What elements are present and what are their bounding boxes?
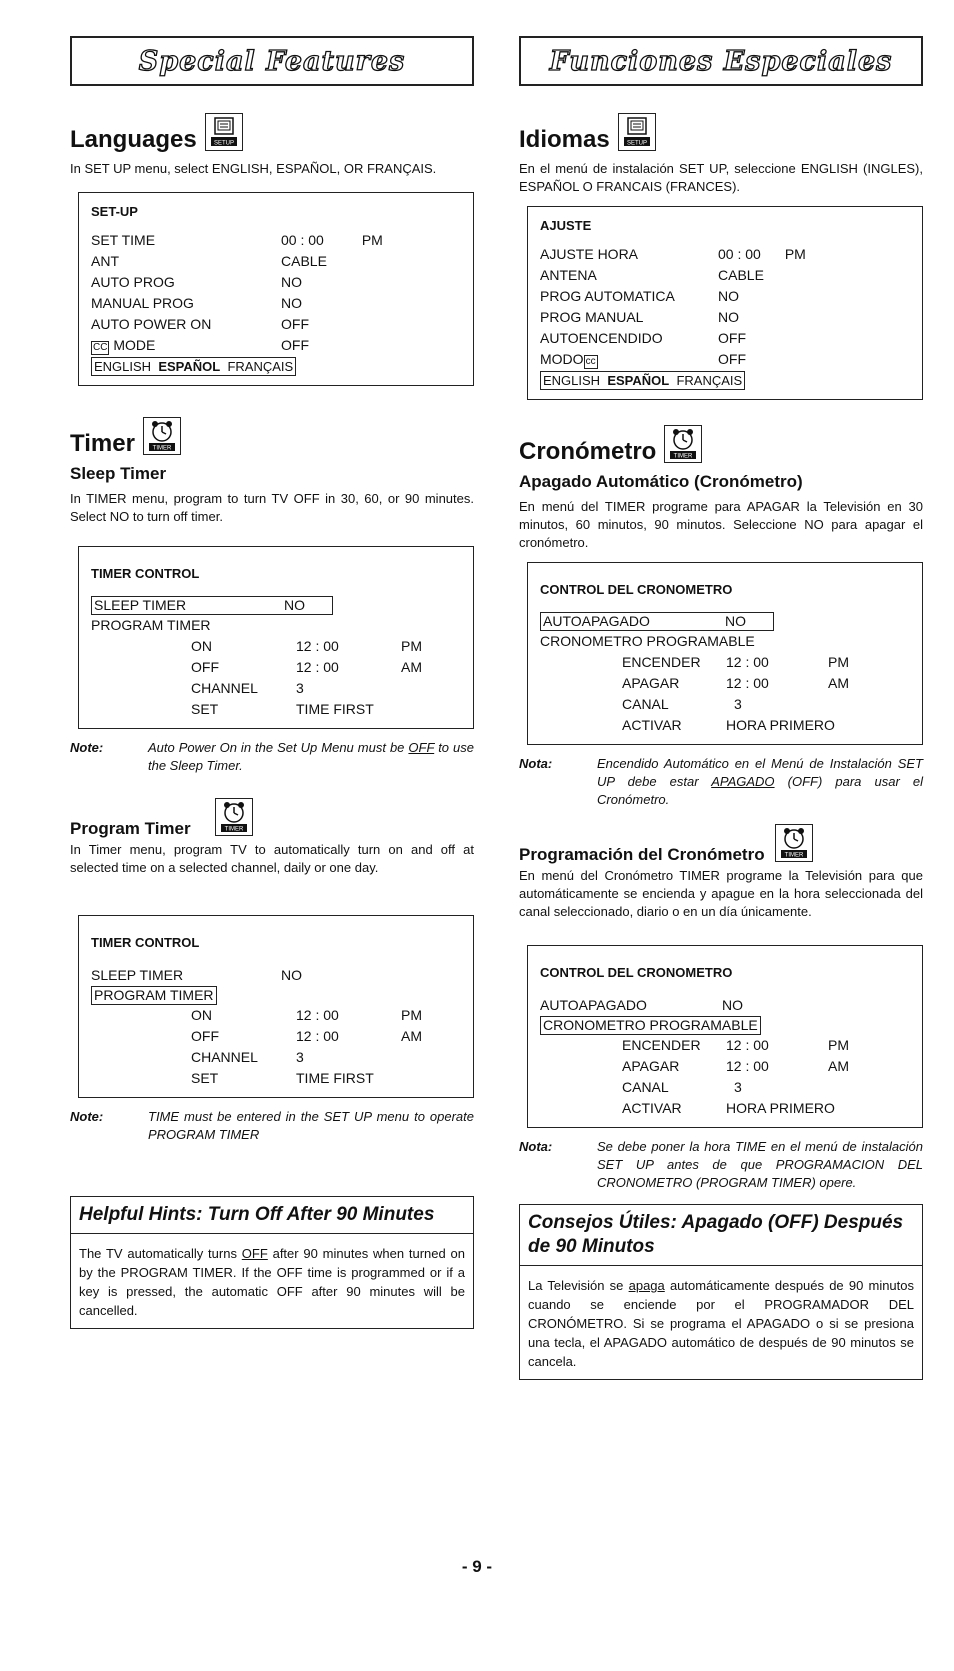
- spanish-column: [519, 36, 923, 1380]
- menu-row: OFF 12 : 00 AM: [191, 659, 422, 675]
- menu-row: AJUSTE HORA 00 : 00 PM: [540, 246, 806, 262]
- menu-title: TIMER CONTROL: [91, 935, 200, 950]
- program-timer-text: In Timer menu, program TV to automatically turn on and off at selected time on a selected channel, daily or one day.: [70, 842, 474, 875]
- menu-title: SET-UP: [91, 204, 138, 219]
- menu-row: OFF 12 : 00 AM: [191, 1028, 422, 1044]
- menu-row: MANUAL PROG NO: [91, 295, 302, 311]
- language-selector: ENGLISH ESPAÑOL FRANÇAIS: [91, 357, 296, 376]
- timer-heading: Timer: [70, 430, 135, 457]
- menu-row: PROGRAM TIMER: [91, 617, 211, 633]
- menu-row: CANAL 3: [622, 696, 742, 712]
- selected-row: PROGRAM TIMER: [91, 986, 217, 1005]
- helpful-hints-box: [70, 1196, 474, 1329]
- menu-row: SLEEP TIMER NO: [91, 967, 302, 983]
- timer-control-menu: [527, 945, 923, 1128]
- menu-row: PROG AUTOMATICA NO: [540, 288, 739, 304]
- english-column: [70, 36, 474, 1329]
- menu-row: [91, 986, 461, 1005]
- menu-title: CONTROL DEL CRONOMETRO: [540, 582, 733, 597]
- menu-row: ANTENA CABLE: [540, 267, 764, 283]
- menu-title: AJUSTE: [540, 218, 592, 233]
- note: Note: TIME must be entered in the SET UP menu to operate PROGRAM TIMER: [70, 1109, 474, 1142]
- svg-text:TIMER: TIMER: [224, 826, 243, 833]
- setup-icon: [618, 113, 656, 151]
- hint-body: La Televisión se apaga automáticamente después de 90 minutos cuando se enciende por el PROGRAMADOR DEL CRONÓMETRO. Si se programa el APAGADO o si se presiona una tecla, el APAGADO automático de después de 90 minutos se cancela.: [528, 1278, 915, 1369]
- section-banner: Special Features: [70, 36, 474, 86]
- menu-row: PROG MANUAL NO: [540, 309, 739, 325]
- sleep-timer-text: En menú del TIMER programe para APAGAR la Televisión en 30 minutos, 60 minutos, 90 minutos. Seleccione NO para apagar el cronómetro.: [519, 499, 923, 550]
- svg-text:SETUP: SETUP: [626, 140, 647, 147]
- selected-row: SLEEP TIMER NO: [91, 596, 333, 615]
- menu-row: AUTO PROG NO: [91, 274, 302, 290]
- program-timer-heading: Program Timer: [70, 819, 191, 838]
- timer-icon: [664, 425, 702, 463]
- svg-text:TIMER: TIMER: [674, 453, 693, 460]
- timer-icon: [215, 798, 253, 836]
- languages-heading: Idiomas: [519, 126, 610, 153]
- menu-row: ENCENDER 12 : 00 PM: [622, 654, 849, 670]
- menu-row: [91, 596, 461, 615]
- hint-title: Consejos Útiles: Apagado (OFF) Después de 90 Minutos: [520, 1205, 922, 1266]
- languages-text: En el menú de instalación SET UP, seleccione ENGLISH (INGLES), ESPAÑOL O FRANCAIS (FRANCES).: [519, 161, 923, 194]
- menu-row: ON 12 : 00 PM: [191, 1007, 422, 1023]
- note: Note: Auto Power On in the Set Up Menu must be OFF to use the Sleep Timer.: [70, 740, 474, 773]
- program-timer-heading: Programación del Cronómetro: [519, 845, 765, 864]
- menu-title: CONTROL DEL CRONOMETRO: [540, 965, 733, 980]
- note: Nota: Encendido Automático en el Menú de Instalación SET UP debe estar APAGADO (OFF) para usar el Cronómetro.: [519, 756, 923, 807]
- menu-row: AUTO POWER ON OFF: [91, 316, 309, 332]
- menu-row: CANAL 3: [622, 1079, 742, 1095]
- menu-row: CHANNEL 3: [191, 680, 304, 696]
- sleep-timer-text: In TIMER menu, program to turn TV OFF in 30, 60, or 90 minutes. Select NO to turn off timer.: [70, 491, 474, 524]
- setup-icon: [205, 113, 243, 151]
- menu-row: AUTOAPAGADO NO: [540, 997, 743, 1013]
- selected-row: AUTOAPAGADO NO: [540, 612, 774, 631]
- hint-body: The TV automatically turns OFF after 90 minutes when turned on by the PROGRAM TIMER. If the OFF time is programmed or if a key is pressed, the automatic OFF after 90 minutes will be cancelled.: [79, 1246, 466, 1318]
- languages-text: In SET UP menu, select ENGLISH, ESPAÑOL, OR FRANÇAIS.: [70, 161, 437, 176]
- menu-row: CRONOMETRO PROGRAMABLE: [540, 633, 755, 649]
- menu-row: SET TIME FIRST: [191, 701, 374, 717]
- menu-row: SET TIME 00 : 00 PM: [91, 232, 383, 248]
- svg-text:TIMER: TIMER: [152, 445, 172, 452]
- menu-row: ON 12 : 00 PM: [191, 638, 422, 654]
- menu-row: ACTIVAR HORA PRIMERO: [622, 717, 835, 733]
- setup-menu: [78, 192, 474, 386]
- cc-icon: cc: [585, 356, 596, 367]
- menu-row: ANT CABLE: [91, 253, 327, 269]
- timer-heading: Cronómetro: [519, 438, 657, 465]
- menu-row: ACTIVAR HORA PRIMERO: [622, 1100, 835, 1116]
- menu-row: APAGAR 12 : 00 AM: [622, 1058, 849, 1074]
- sleep-timer-heading: Apagado Automático (Cronómetro): [519, 472, 803, 491]
- setup-menu: [527, 206, 923, 400]
- timer-icon: [775, 824, 813, 862]
- program-timer-text: En menú del Cronómetro TIMER programe la Televisión para que automáticamente se encienda y apague en la hora seleccionada del canal seleccionado, diario o en un día únicamente.: [519, 868, 923, 919]
- selected-row: CRONOMETRO PROGRAMABLE: [540, 1016, 761, 1035]
- menu-row: [540, 1016, 910, 1035]
- cc-icon: CC: [93, 342, 108, 353]
- menu-row: SET TIME FIRST: [191, 1070, 374, 1086]
- menu-row: AUTOENCENDIDO OFF: [540, 330, 746, 346]
- timer-icon: [143, 417, 181, 455]
- timer-control-menu: [527, 562, 923, 745]
- menu-row: APAGAR 12 : 00 AM: [622, 675, 849, 691]
- menu-row: [540, 612, 910, 631]
- languages-heading: Languages: [70, 126, 197, 153]
- language-selector: ENGLISH ESPAÑOL FRANÇAIS: [540, 371, 745, 390]
- menu-title: TIMER CONTROL: [91, 566, 200, 581]
- note: Nota: Se debe poner la hora TIME en el menú de instalación SET UP antes de que PROGRAMACION DEL CRONOMETRO (PROGRAM TIMER) opere.: [519, 1139, 923, 1190]
- timer-control-menu: [78, 915, 474, 1098]
- helpful-hints-box: [519, 1204, 923, 1380]
- menu-row: CC MODE OFF: [93, 337, 309, 353]
- hint-title: Helpful Hints: Turn Off After 90 Minutes: [71, 1197, 473, 1234]
- section-banner: Funciones Especiales: [519, 36, 923, 86]
- menu-row: CHANNEL 3: [191, 1049, 304, 1065]
- svg-text:SETUP: SETUP: [213, 140, 234, 147]
- page-number: - 9 -: [461, 1557, 493, 1576]
- timer-control-menu: [78, 546, 474, 729]
- svg-text:TIMER: TIMER: [784, 852, 803, 859]
- sleep-timer-heading: Sleep Timer: [70, 464, 167, 483]
- menu-row: ENCENDER 12 : 00 PM: [622, 1037, 849, 1053]
- menu-row: MODO cc OFF: [540, 351, 746, 367]
